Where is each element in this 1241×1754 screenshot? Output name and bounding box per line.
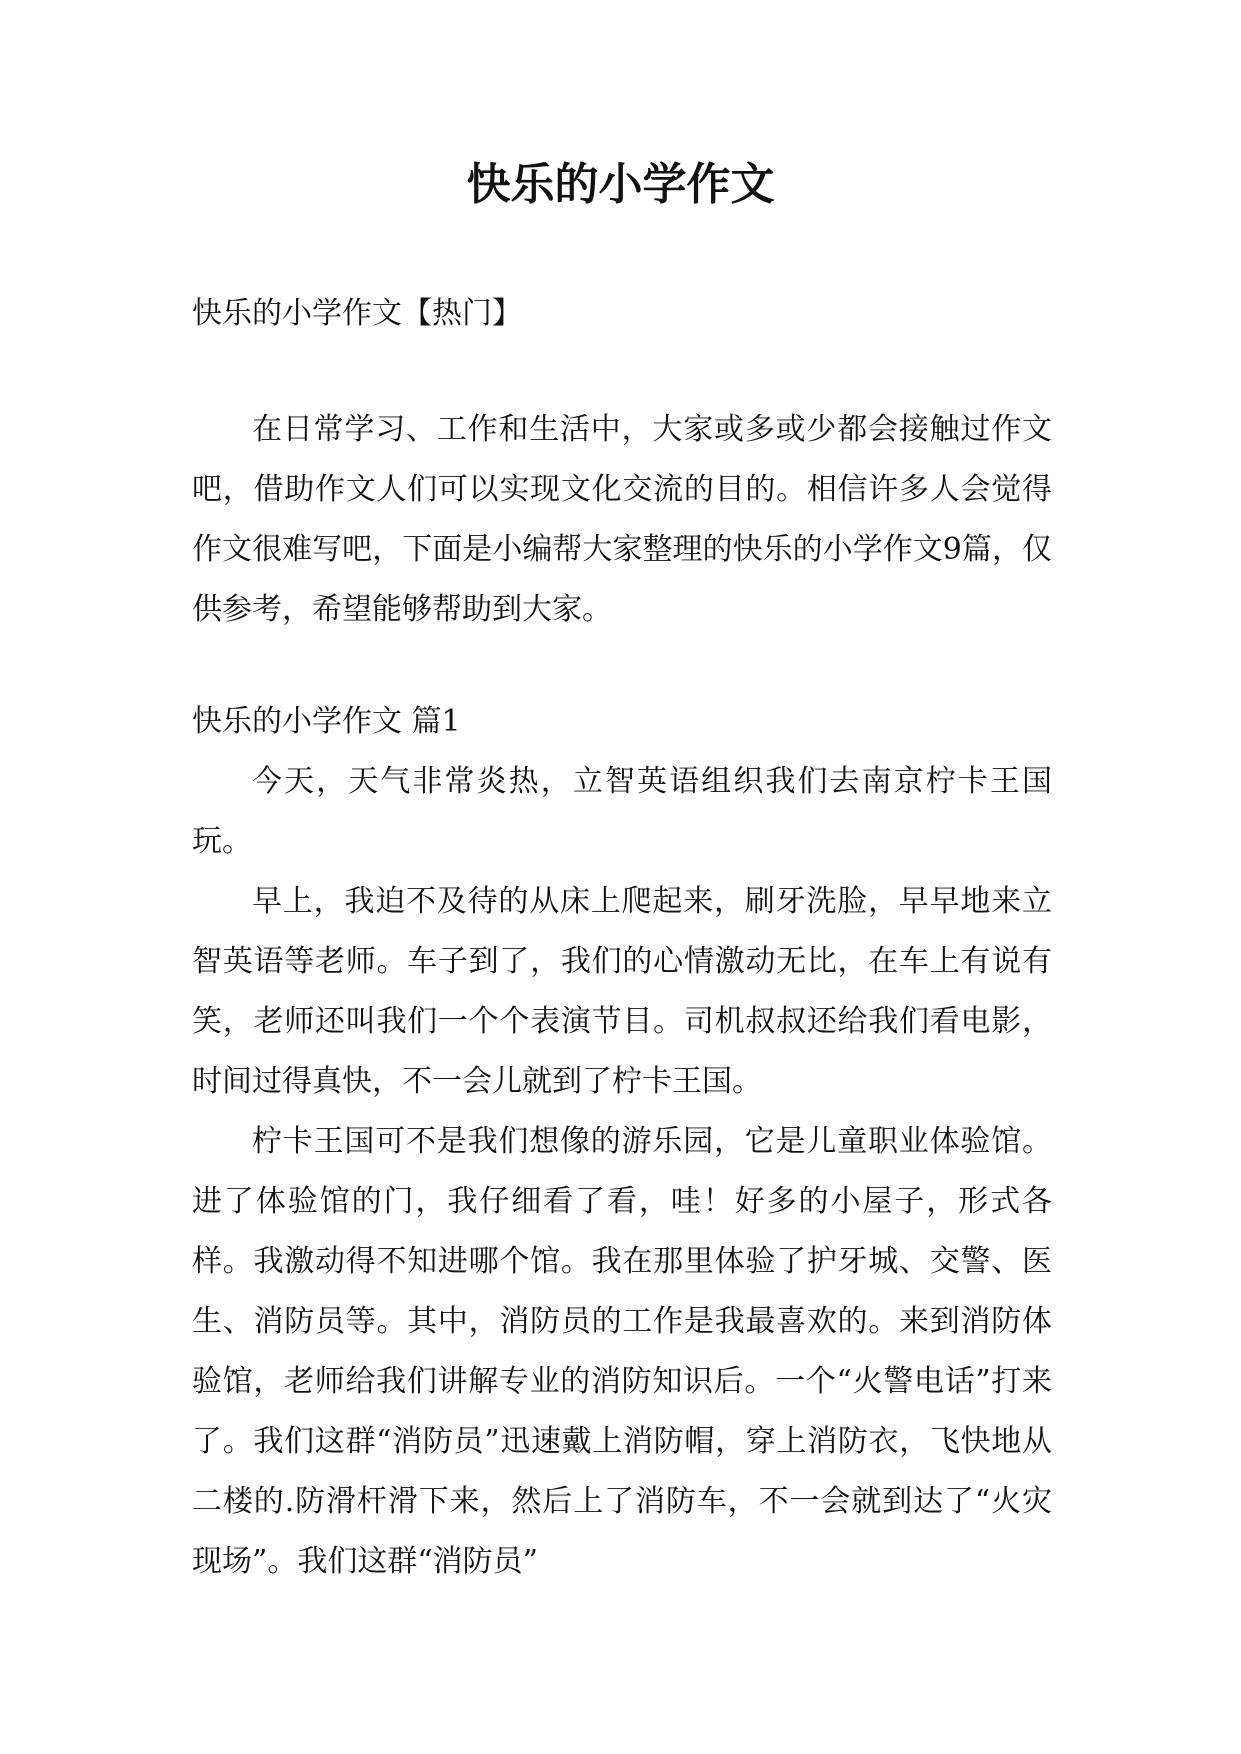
- section-paragraph: 早上，我迫不及待的从床上爬起来，刷牙洗脸，早早地来立智英语等老师。车子到了，我们的心情激动无比，在车上有说有笑，老师还叫我们一个个表演节目。司机叔叔还给我们看电影，时间过得真快，不一会儿就到了柠卡王国。: [192, 884, 1052, 1099]
- section-heading: 快乐的小学作文 篇1: [192, 704, 461, 739]
- section-body: [192, 752, 1052, 1592]
- document-title: 快乐的小学作文: [466, 159, 775, 210]
- section-paragraph: 柠卡王国可不是我们想像的游乐园，它是儿童职业体验馆。进了体验馆的门，我仔细看了看，哇！好多的小屋子，形式各样。我激动得不知进哪个馆。我在那里体验了护牙城、交警、医生、消防员等。其中，消防员的工作是我最喜欢的。来到消防体验馆，老师给我们讲解专业的消防知识后。一个“火警电话”打来了。我们这群“消防员”迅速戴上消防帽，穿上消防衣，飞快地从二楼的.防滑杆滑下来，然后上了消防车，不一会就到达了“火灾现场”。我们这群“消防员”: [192, 1124, 1052, 1579]
- intro-paragraph: 在日常学习、工作和生活中，大家或多或少都会接触过作文吧，借助作文人们可以实现文化交流的目的。相信许多人会觉得作文很难写吧，下面是小编帮大家整理的快乐的小学作文9篇，仅供参考，希望能够帮助到大家。: [192, 412, 1052, 627]
- section-paragraph: 今天，天气非常炎热，立智英语组织我们去南京柠卡王国玩。: [192, 764, 1052, 859]
- document-subtitle: 快乐的小学作文【热门】: [192, 296, 522, 331]
- intro-block: [192, 400, 1052, 640]
